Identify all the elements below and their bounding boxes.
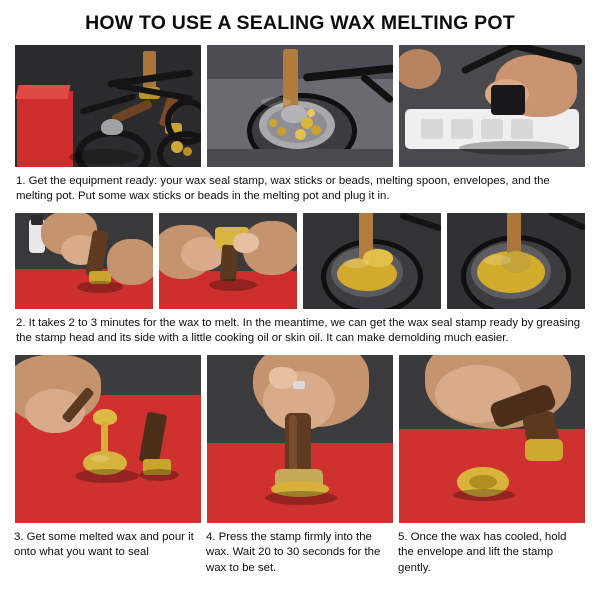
- step-1-caption: 1. Get the equipment ready: your wax seal stamp, wax sticks or beads, melting spoon, envelopes, and the melting pot. Put some wax sticks or beads in the melting pot and plug it in.: [16, 175, 550, 203]
- photo-step1-plug-in: [399, 45, 585, 167]
- step-345-caption-row: [14, 530, 586, 575]
- photo-step2-melted-wax-in-pot: [447, 213, 585, 309]
- photo-step2-greasing-side: [159, 213, 297, 309]
- step-5-caption: 5. Once the wax has cooled, hold the envelope and lift the stamp gently.: [398, 531, 567, 574]
- photo-step1-pot-with-beads: [207, 45, 393, 167]
- photo-step5-lifting-stamp: [399, 355, 585, 523]
- photo-step2-spoon-lifting-wax: [303, 213, 441, 309]
- photo-step1-equipment: [15, 45, 201, 167]
- photo-step3-pouring-wax: [15, 355, 201, 523]
- page-title: HOW TO USE A SEALING WAX MELTING POT: [85, 12, 515, 34]
- step-3-caption: 3. Get some melted wax and pour it onto what you want to seal: [14, 531, 194, 559]
- photo-step4-pressing-stamp: [207, 355, 393, 523]
- step-2-image-row: [14, 213, 586, 309]
- step-345-image-row: [14, 355, 586, 523]
- step-1-image-row: [14, 45, 586, 167]
- step-4-caption: 4. Press the stamp firmly into the wax. Wait 20 to 30 seconds for the wax to be set.: [206, 531, 381, 574]
- photo-step2-oiling-stamp: [15, 213, 153, 309]
- step-2-caption: 2. It takes 2 to 3 minutes for the wax to melt. In the meantime, we can get the wax seal stamp ready by greasing the stamp head and its side with a little cooking oil or skin oil. It can make demolding much easier.: [16, 317, 581, 345]
